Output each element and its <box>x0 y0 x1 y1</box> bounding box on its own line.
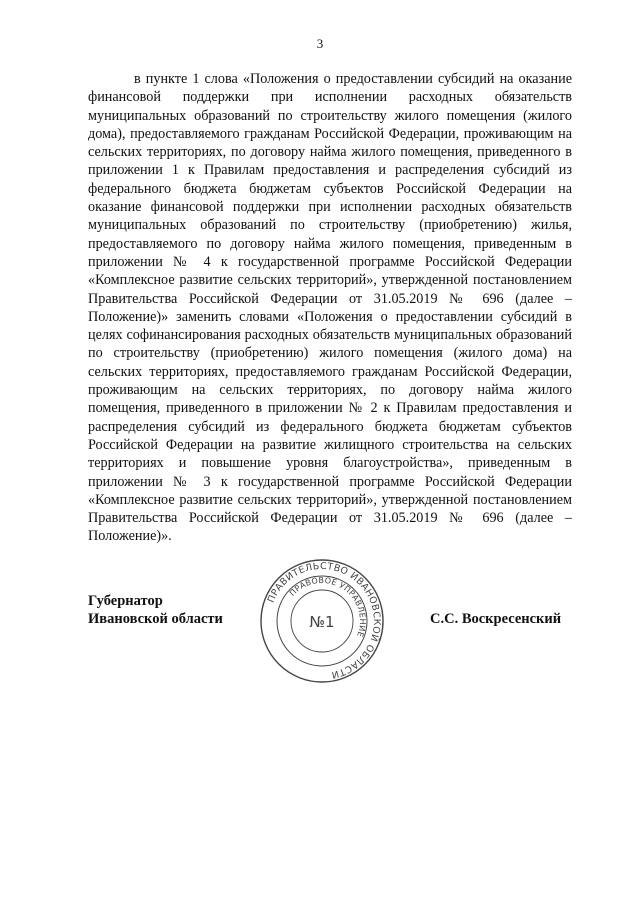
signatory-name: С.С. Воскресенский <box>430 611 562 627</box>
signature-title: Губернатор <box>88 593 163 609</box>
page-number: 3 <box>316 36 324 51</box>
signature-region: Ивановской области <box>88 611 223 627</box>
body-paragraph: в пункте 1 слова «Положения о предоставлении субсидий на оказание финансовой поддержки при исполнении расходных обязательств муниципальных образований по строительству жилого помещения (жилого дома), предоставляемого гражданам Российской Федерации, проживающим на сельских территориях, по договору найма жилого помещения, приведенного в приложении 1 к Правилам предоставления и распределения субсидий из федерального бюджета бюджетам субъектов Российской Федерации на оказание финансовой поддержки при исполнении расходных обязательств муниципальных образований по строительству (приобретению) жилья, предоставляемого по договору найма жилого помещения, приведенным в приложении № 4 к государственной программе Российской Федерации «Комплексное развитие сельских территорий», утвержденной постановлением Правительства Российской Федерации от 31.05.2019 № 696 (далее – Положение)» заменить словами «Положения о предоставлении субсидий в целях софинансирования расходных обязательств муниципальных образований по строительству (приобретению) жилого помещения (жилого дома) на сельских территориях, предоставляемого гражданам Российской Федерации, проживающим на сельских территориях, по договору найма жилого помещения, приведенного в приложении № 2 к Правилам предоставления и распределения субсидий из федерального бюджета бюджетам субъектов Российской Федерации на развитие жилищного строительства на сельских территориях и повышение уровня благоустройства», приведенным в приложении № 3 к государственной программе Российской Федерации «Комплексное развитие сельских территорий», утвержденной постановлением Правительства Российской Федерации от 31.05.2019 № 696 (далее – Положение)». <box>88 71 572 545</box>
signature-position <box>88 592 223 628</box>
seal-inner-text-path: ПРАВОВОЕ УПРАВЛЕНИЕ <box>287 575 368 639</box>
seal-number: №1 <box>309 613 335 631</box>
official-seal <box>259 558 385 684</box>
seal-outer-text-path: ПРАВИТЕЛЬСТВО ИВАНОВСКОЙ ОБЛАСТИ <box>265 560 383 681</box>
